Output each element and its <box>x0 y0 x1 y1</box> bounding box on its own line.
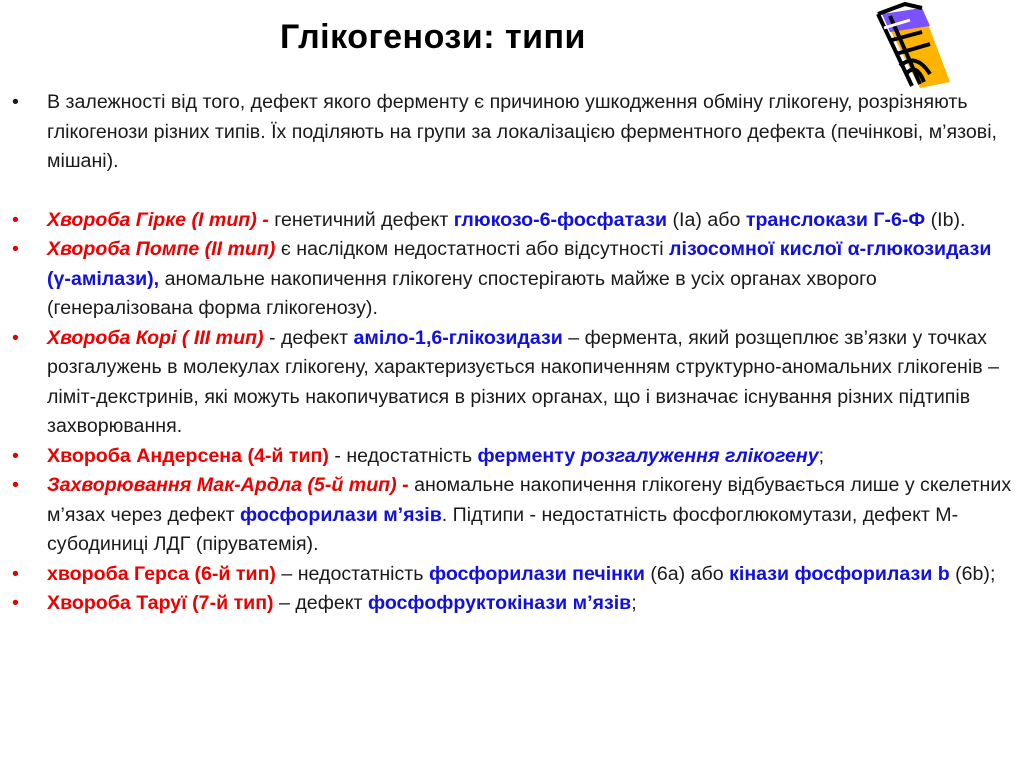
bullet-marker: • <box>12 592 19 614</box>
text-segment: (6а) або <box>644 562 730 585</box>
bullet-marker: • <box>12 326 19 349</box>
bullet-marker: • <box>12 208 19 231</box>
disease-name: хвороба Герса (6-й тип) <box>47 562 276 585</box>
text-segment: є наслідком недостатності або відсутності <box>275 238 670 260</box>
text-segment: - дефект <box>263 326 354 349</box>
enzyme-name: фосфорилази печінки <box>428 562 645 585</box>
enzyme-name: фосфофруктокінази м’язів <box>367 592 632 614</box>
slide-title: Глікогенози: типи <box>280 18 586 56</box>
text-segment: В залежності від того, дефект якого ферменту є причиною ушкодження обміну глікогену, розрізняють глікогенози різних типів. Їх поділяють на групи за локалізацією ферментного дефекта (печінкові, м’язові, мішані). <box>47 91 997 172</box>
disease-name: Захворювання Мак-Ардла (5-й тип) - <box>47 474 409 496</box>
disease-name: Хвороба Таруї (7-й тип) <box>47 592 274 614</box>
bullet-marker: • <box>12 562 19 585</box>
enzyme-name: глюкозо-6-фосфатази <box>453 208 668 231</box>
bullet-item <box>10 442 1020 472</box>
bullet-item <box>10 88 1020 177</box>
enzyme-name: лізосомної кислої α-глюкозидази (γ-амілази), <box>47 238 992 290</box>
disease-name: Хвороба Гірке (І тип) - <box>47 208 269 231</box>
disease-name: Хвороба Андерсена (4-й тип) <box>47 444 329 467</box>
bullet-item <box>10 471 1020 560</box>
enzyme-name: аміло-1,6-глікозидази <box>353 326 563 349</box>
pencil-icon <box>860 2 960 88</box>
text-segment: (6b); <box>949 562 996 585</box>
bullet-marker: • <box>12 444 19 467</box>
enzyme-name: транслокази Г-6-Ф <box>745 208 926 231</box>
text-segment: аномальне накопичення глікогену відбувається лише у скелетних м’язах через дефект <box>47 474 1012 526</box>
bullet-list <box>10 88 1020 619</box>
text-segment: – недостатність <box>275 562 429 585</box>
text-segment: ; <box>818 444 825 467</box>
bullet-item <box>10 235 1020 324</box>
enzyme-name: фосфорилази м’язів <box>240 503 442 526</box>
bullet-item <box>10 206 1020 236</box>
bullet-marker: • <box>12 474 19 496</box>
text-segment: – фермента, який розщеплює зв’язки у точках розгалужень в молекулах глікогену, характеризується накопиченням структурно-аномальних глікогенів – ліміт-декстринів, які можуть накопичуватися в різних органах, що і визначає існування різних підтипів захворювання. <box>47 326 999 437</box>
bullet-marker: • <box>12 91 19 113</box>
enzyme-name: розгалуження глікогену <box>580 444 819 467</box>
text-segment: (Іа) або <box>667 208 746 231</box>
enzyme-name: ферменту <box>477 444 581 467</box>
text-segment: - недостатність <box>328 444 478 467</box>
disease-name: Хвороба Помпе (ІІ тип) <box>47 238 276 260</box>
text-segment: генетичний дефект <box>268 208 454 231</box>
bullet-item <box>10 324 1020 442</box>
text-segment: . Підтипи - недостатність фосфоглюкомутази, дефект М-субодиниці ЛДГ (піруватемія). <box>47 503 959 555</box>
text-segment: ; <box>631 592 637 614</box>
bullet-item <box>10 589 1020 619</box>
disease-name: Хвороба Корі ( ІІІ тип) <box>47 326 264 349</box>
text-segment: – дефект <box>273 592 368 614</box>
bullet-marker: • <box>12 238 19 260</box>
bullet-item <box>10 560 1020 590</box>
text-segment: аномальне накопичення глікогену спостерігають майже в усіх органах хворого (генералізована форма глікогенозу). <box>47 267 877 319</box>
text-segment: (Іb). <box>925 208 966 231</box>
enzyme-name: кінази фосфорилази b <box>729 562 950 585</box>
